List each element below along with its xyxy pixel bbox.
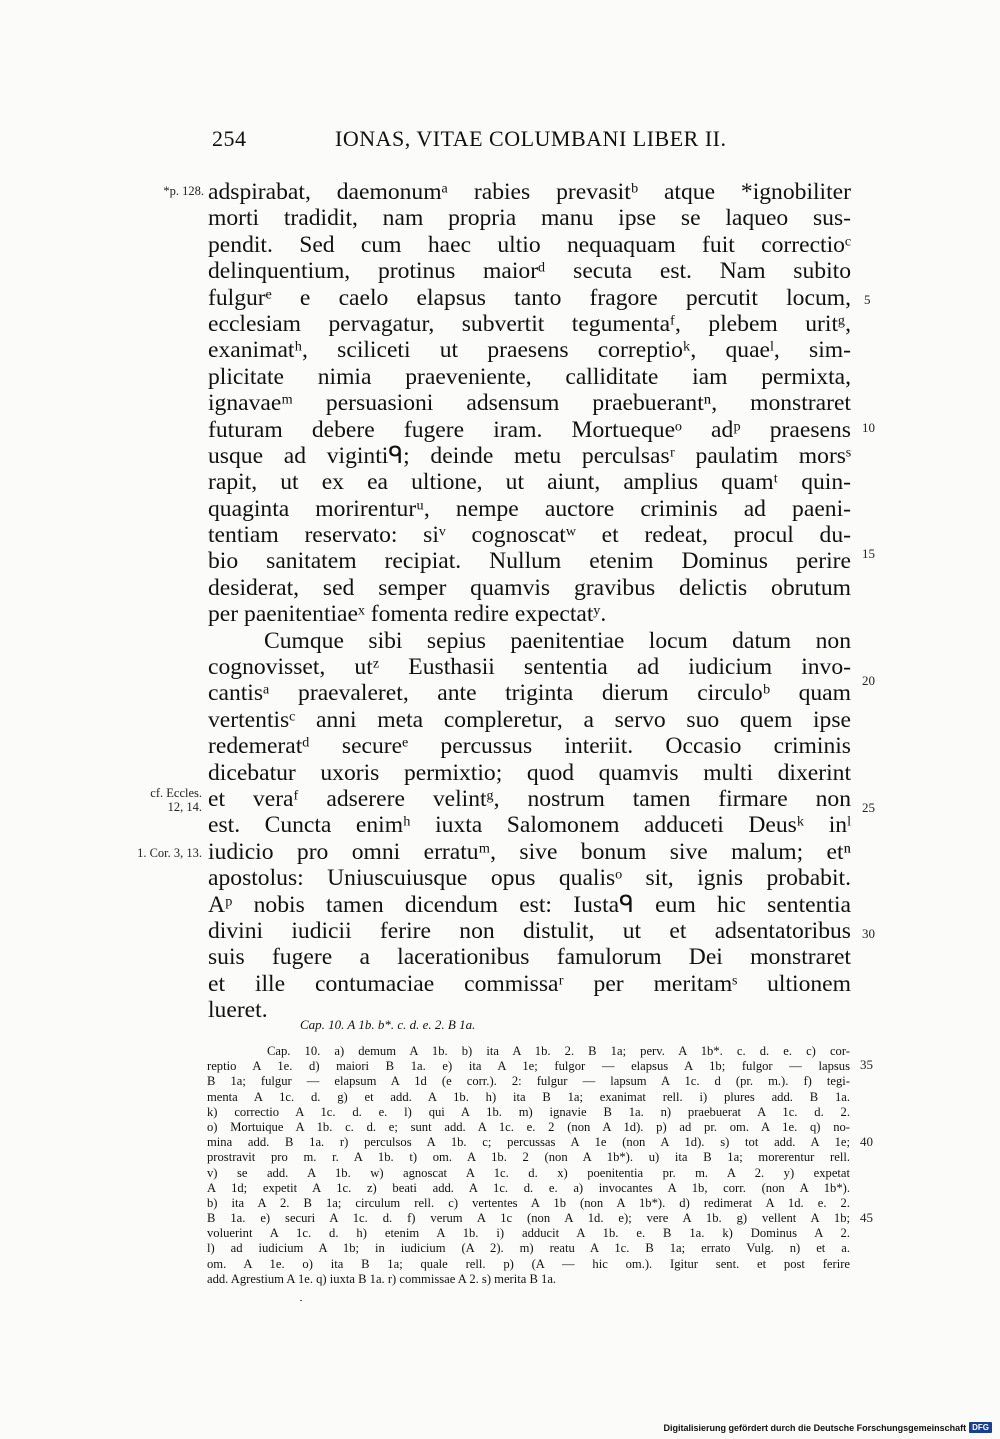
margin-note-eccles-line1: cf. Eccles. xyxy=(150,786,202,800)
text-line: futuram debere fugere iram. Mortuequeᵒ adᵖ praesens xyxy=(208,416,851,443)
text-line: Cumque sibi sepius paenitentiae locum datum non xyxy=(264,627,851,654)
apparatus-notes xyxy=(207,1044,850,1287)
text-line: est. Cuncta enimʰ iuxta Salomonem adduceti Deusᵏ inˡ xyxy=(208,812,851,839)
text-line: tentiam reservato: siᵛ cognoscatʷ et redeat, procul du- xyxy=(208,522,851,549)
note-line: k) correctio A 1c. d. e. l) qui A 1b. m) ignavie B 1a. n) praebuerat A 1c. d. 2. xyxy=(207,1104,850,1119)
text-line: fulgurᵉ e caelo elapsus tanto fragore percutit locum, xyxy=(208,284,851,311)
text-line: plicitate nimia praeveniente, calliditate iam permixta, xyxy=(208,363,851,390)
text-line: morti tradidit, nam propria manu ipse se laqueo sus- xyxy=(208,205,851,232)
text-line: iudicio pro omni erratuᵐ, sive bonum sive malum; etⁿ xyxy=(208,838,851,865)
line-number-5: 5 xyxy=(864,292,871,307)
note-line: v) se add. A 1b. w) agnoscat A 1c. d. x) poenitentia pr. m. A 2. y) expetat xyxy=(207,1165,850,1180)
page-number: 254 xyxy=(212,126,247,151)
note-line: B 1a. e) securi A 1c. d. f) verum A 1c (non A 1d. e); vere A 1b. g) vellent A 1b; xyxy=(207,1211,850,1226)
note-line: mina add. B 1a. r) perculsos A 1b. c; percussas A 1e (non A 1d). s) tot add. A 1e; xyxy=(207,1135,850,1150)
note-line: prostravit pro m. r. A 1b. t) om. A 1b. 2 (non A 1b*). u) ita B 1a; morerentur rell. xyxy=(207,1150,850,1165)
note-line: A 1d; expetit A 1c. z) beati add. A 1c. d. e. a) invocantes A 1b, corr. (non A 1b*). xyxy=(207,1180,850,1195)
note-line: b) ita A 2. B 1a; circulum rell. c) vertentes A 1b (non A 1b*). d) redimerat A 1d. e. 2. xyxy=(207,1195,850,1210)
text-line: vertentisᶜ anni meta compleretur, a servo suo quem ipse xyxy=(208,706,851,733)
text-line: apostolus: Uniuscuiusque opus qualisᵒ sit, ignis probabit. xyxy=(208,865,851,892)
text-line: pendit. Sed cum haec ultio nequaquam fuit correctioᶜ xyxy=(208,231,851,258)
credit-text: Digitalisierung gefördert durch die Deutsche Forschungsgemeinschaft xyxy=(663,1422,967,1433)
note-line: reptio A 1e. d) maiori B 1a. e) ita A 1e; fulgor — elapsus A 1b; fulgor — lapsus xyxy=(207,1059,850,1074)
margin-note-eccles xyxy=(118,786,202,814)
text-line: cognovisset, utᶻ Eusthasii sententia ad iudicium invo- xyxy=(208,654,851,681)
text-line: et ille contumaciae commissaʳ per meritamˢ ultionem xyxy=(208,970,851,997)
text-line: Aᵖ nobis tamen dicendum est: Iustaᑫ eum hic sententia xyxy=(208,891,851,918)
text-line: delinquentium, protinus maiorᵈ secuta est. Nam subito xyxy=(208,258,851,285)
text-line: quaginta morirenturᵘ, nempe auctore criminis ad paeni- xyxy=(208,495,851,522)
margin-note-eccles-line2: 12, 14. xyxy=(167,800,202,814)
text-line: ecclesiam pervagatur, subvertit tegumentaᶠ, plebem uritᵍ, xyxy=(208,310,851,337)
text-line: rapit, ut ex ea ultione, ut aiunt, amplius quamᵗ quin- xyxy=(208,469,851,496)
text-line: adspirabat, daemonumᵃ rabies prevasitᵇ atque *ignobiliter xyxy=(208,179,851,205)
line-number-25: 25 xyxy=(862,800,875,815)
note-line: om. A 1e. o) ita B 1a; quale rell. p) (A — hic om.). Igitur sent. et post ferire xyxy=(207,1256,850,1271)
page-reference: *p. 128. xyxy=(163,184,204,198)
note-line: Cap. 10. a) demum A 1b. b) ita A 1b. 2. B 1a; perv. A 1b*. c. d. e. c) cor- xyxy=(267,1044,850,1058)
note-line: add. Agrestium A 1e. q) iuxta B 1a. r) commissae A 2. s) merita B 1a. xyxy=(207,1271,557,1286)
text-line: desiderat, sed semper quamvis gravibus delictis obrutum xyxy=(208,574,851,601)
digitization-credit xyxy=(664,1422,992,1433)
line-number-20: 20 xyxy=(862,673,875,688)
main-text xyxy=(208,179,851,1024)
note-line: menta A 1c. d. g) et add. A 1b. h) ita B 1a; exanimat rell. i) plures add. B 1a. xyxy=(207,1089,850,1104)
text-line: usque ad vigintiᑫ; deinde metu perculsasʳ paulatim morsˢ xyxy=(208,442,851,469)
text-line: bio sanitatem recipiat. Nullum etenim Dominus perire xyxy=(208,548,851,575)
text-line: dicebatur uxoris permixtio; quod quamvis multi dixerint xyxy=(208,759,851,786)
text-line: redemeratᵈ secureᵉ percussus interiit. Occasio criminis xyxy=(208,733,851,760)
text-line: lueret. xyxy=(208,997,268,1024)
line-number-10: 10 xyxy=(862,420,875,435)
running-title: IONAS, VITAE COLUMBANI LIBER II. xyxy=(335,126,727,151)
text-line: et veraᶠ adserere velintᵍ, nostrum tamen firmare non xyxy=(208,785,851,812)
dfg-logo: DFG xyxy=(969,1422,992,1433)
line-number-30: 30 xyxy=(862,926,875,941)
note-line-number-40: 40 xyxy=(860,1134,873,1149)
footnote-mark xyxy=(300,1300,302,1301)
note-line: B 1a; fulgur — elapsum A 1d (e corr.). 2: fulgur — lapsum A 1c. d (pr. m.). f) tegi- xyxy=(207,1074,850,1089)
margin-note-cor: 1. Cor. 3, 13. xyxy=(137,846,202,860)
line-number-15: 15 xyxy=(862,546,875,561)
note-line-number-35: 35 xyxy=(860,1057,873,1072)
note-line: l) ad iudicium A 1b; in iudicium (A 2). m) reatu A 1c. B 1a; errato Vulg. n) et a. xyxy=(207,1241,850,1256)
text-line: cantisᵃ praevaleret, ante triginta dierum circuloᵇ quam xyxy=(208,680,851,707)
text-line: suis fugere a lacerationibus famulorum Dei monstraret xyxy=(208,944,851,971)
text-line: per paenitentiaeˣ fomenta redire expectatʸ. xyxy=(208,601,607,628)
chapter-sigla-line: Cap. 10. A 1b. b*. c. d. e. 2. B 1a. xyxy=(300,1017,476,1032)
text-line: exanimatʰ, sciliceti ut praesens correptioᵏ, quaeˡ, sim- xyxy=(208,337,851,364)
running-header xyxy=(210,126,850,156)
text-line: divini iudicii ferire non distulit, ut et adsentatoribus xyxy=(208,917,851,944)
note-line: voluerint A 1c. d. h) etenim A 1b. i) adducit A 1b. e. B 1a. k) Dominus A 2. xyxy=(207,1226,850,1241)
note-line: o) Mortuique A 1b. c. d. e; sunt add. A 1c. e. 2 (non A 1d). p) ad pr. om. A 1e. q) no- xyxy=(207,1119,850,1134)
text-line: ignavaeᵐ persuasioni adsensum praebuerantⁿ, monstraret xyxy=(208,390,851,417)
note-line-number-45: 45 xyxy=(860,1210,873,1225)
